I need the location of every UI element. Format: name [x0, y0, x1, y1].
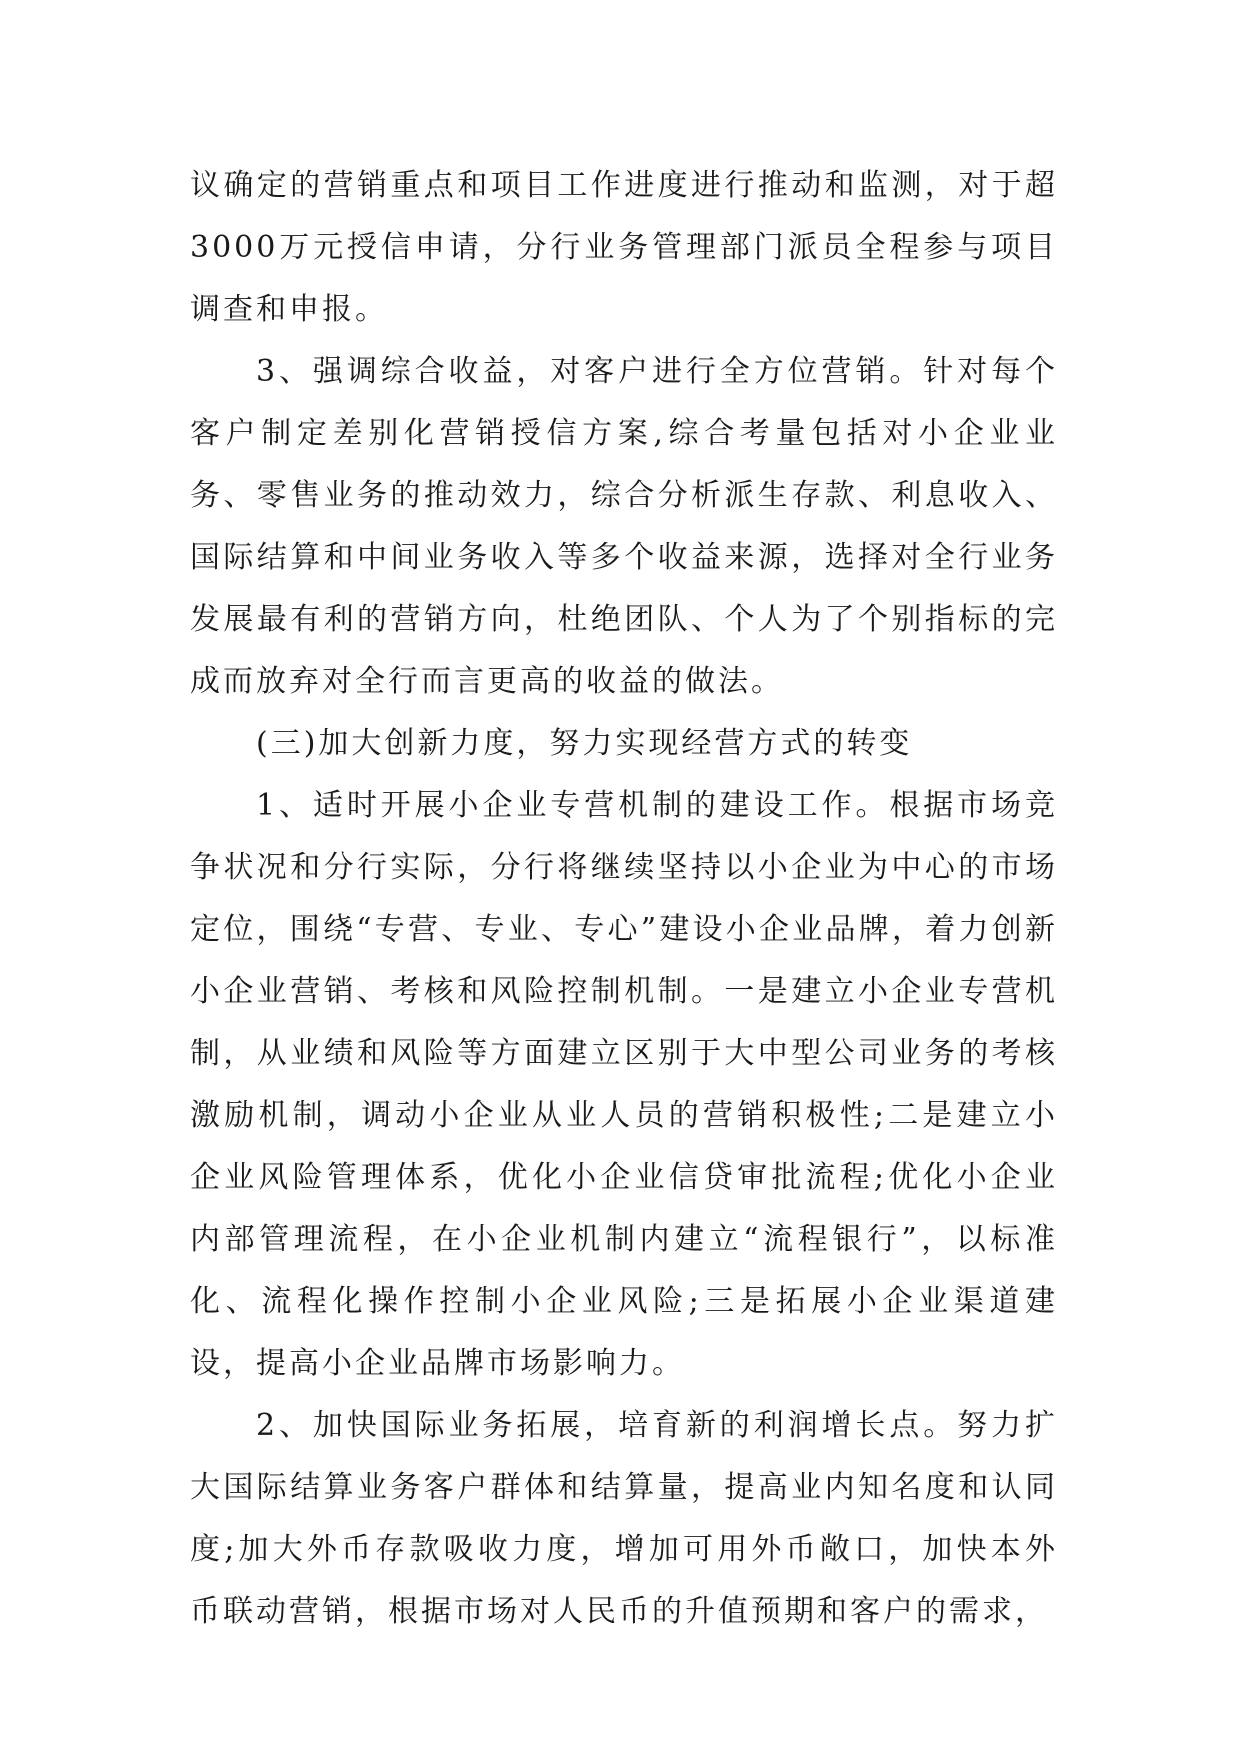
section-heading-3: (三)加大创新力度，努力实现经营方式的转变: [256, 726, 913, 761]
paragraph-item-2: 2、加快国际业务拓展，培育新的利润增长点。努力扩大国际结算业务客户群体和结算量，提高业内知名度和认同度;加大外币存款吸收力度，增加可用外币敞口，加快本外币联动营销，根据市场对人民币的升值预期和客户的需求，: [190, 1408, 1058, 1629]
paragraph-item-3: 3、强调综合收益，对客户进行全方位营销。针对每个客户制定差别化营销授信方案,综合考量包括对小企业业务、零售业务的推动效力，综合分析派生存款、利息收入、国际结算和中间业务收入等多个收益来源，选择对全行业务发展最有利的营销方向，杜绝团队、个人为了个别指标的完成而放弃对全行而言更高的收益的做法。: [190, 354, 1058, 699]
paragraph-item-1: 1、适时开展小企业专营机制的建设工作。根据市场竞争状况和分行实际，分行将继续坚持以小企业为中心的市场定位，围绕“专营、专业、专心”建设小企业品牌，着力创新小企业营销、考核和风险控制机制。一是建立小企业专营机制，从业绩和风险等方面建立区别于大中型公司业务的考核激励机制，调动小企业从业人员的营销积极性;二是建立小企业风险管理体系，优化小企业信贷审批流程;优化小企业内部管理流程，在小企业机制内建立“流程银行”，以标准化、流程化操作控制小企业风险;三是拓展小企业渠道建设，提高小企业品牌市场影响力。: [190, 788, 1058, 1381]
document-body: [190, 155, 1058, 1643]
paragraph-continuation: 议确定的营销重点和项目工作进度进行推动和监测，对于超3000万元授信申请，分行业务管理部门派员全程参与项目调查和申报。: [190, 168, 1058, 327]
